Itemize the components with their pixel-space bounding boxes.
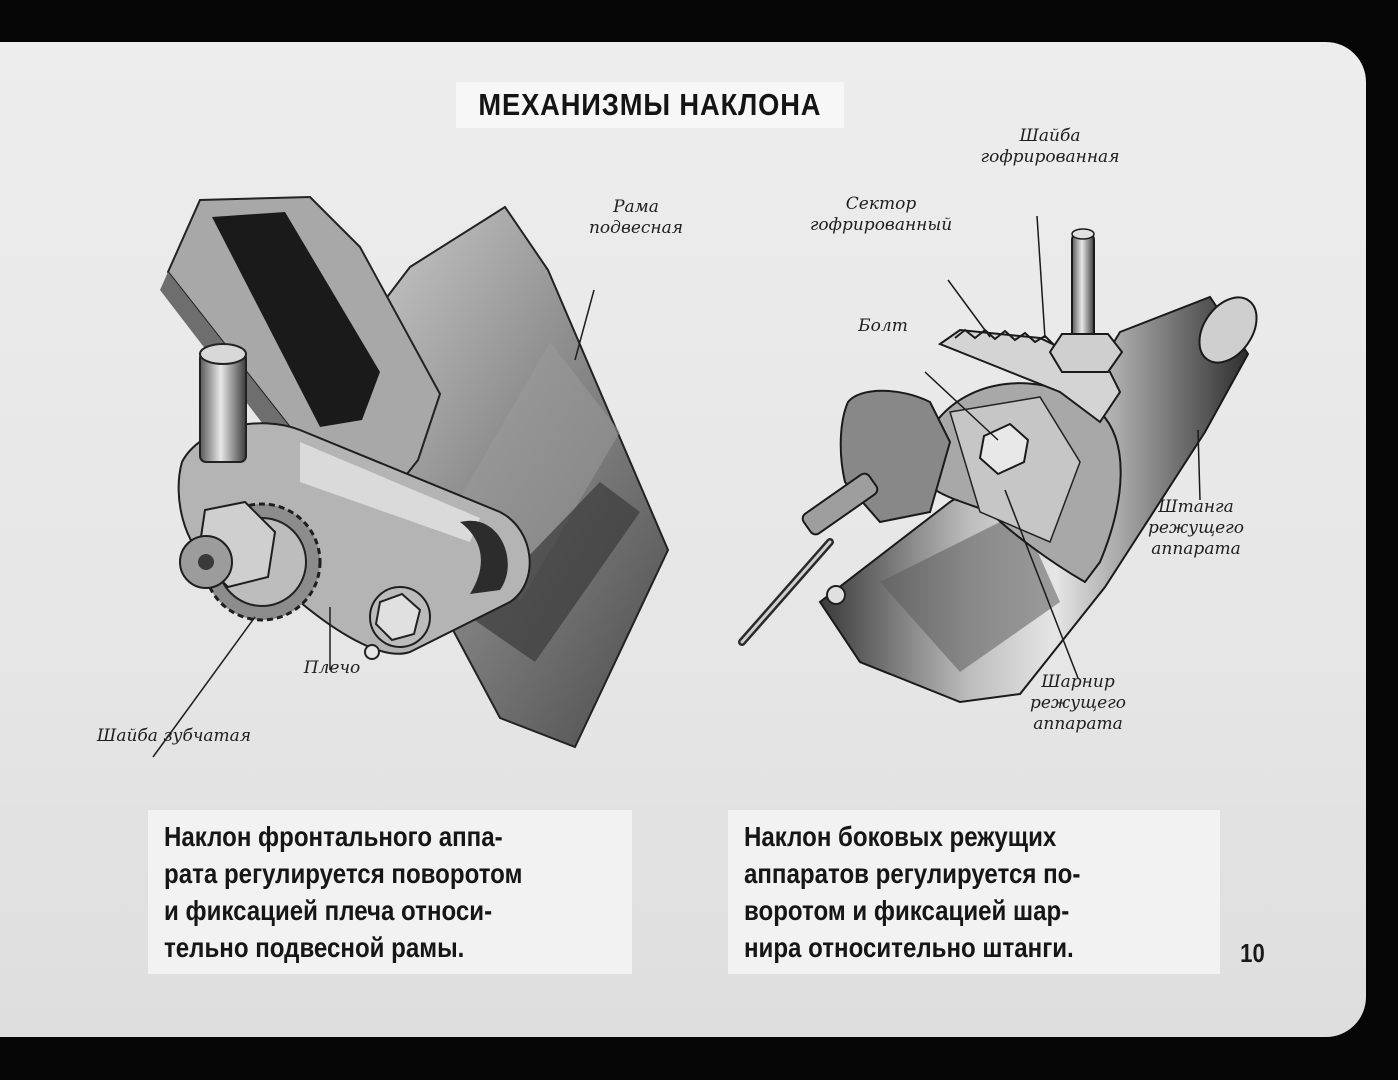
- slide: [0, 42, 1366, 1037]
- label-frame: Рама подвесная: [588, 197, 684, 238]
- left-mechanism: [153, 197, 668, 757]
- label-bolt: Болт: [858, 316, 908, 336]
- right-mechanism: [742, 216, 1268, 702]
- label-cutter-bar: Штанга режущего аппарата: [1147, 497, 1245, 559]
- label-toothed-washer: Шайба зубчатая: [96, 726, 252, 746]
- top-nut: [1050, 334, 1122, 372]
- page-title: МЕХАНИЗМЫ НАКЛОНА: [478, 87, 822, 122]
- label-corrugated-sector: Сектор гофрированный: [809, 194, 953, 235]
- label-corrugated-washer: Шайба гофрированная: [980, 126, 1120, 167]
- pin: [200, 352, 246, 462]
- caption-right: Наклон боковых режущих аппаратов регулируется по- воротом и фиксацией шар- нира относительно штанги.: [728, 810, 1220, 974]
- caption-left: Наклон фронтального аппа- рата регулируется поворотом и фиксацией плеча относи- тельно подвесной рамы.: [148, 810, 632, 974]
- label-arm: Плечо: [303, 658, 361, 678]
- page-number: 10: [1240, 938, 1265, 968]
- label-cutter-hinge: Шарнир режущего аппарата: [1029, 672, 1127, 734]
